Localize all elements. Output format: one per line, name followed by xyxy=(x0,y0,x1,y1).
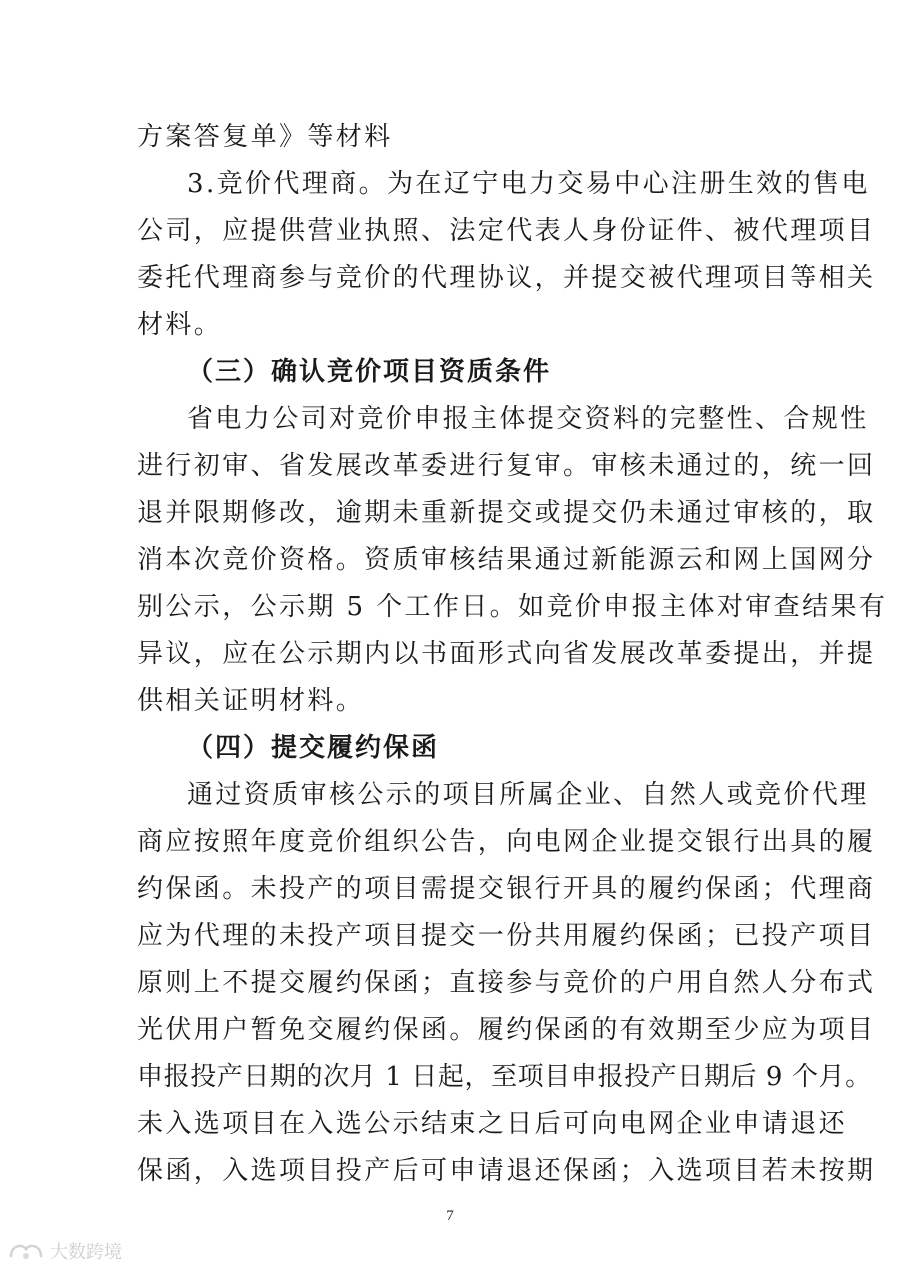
section-heading: （四）提交履约保函 xyxy=(187,733,440,763)
text-line: 供相关证明材料。 xyxy=(137,686,365,716)
text-line: 未入选项目在入选公示结束之日后可向电网企业申请退还 xyxy=(137,1109,848,1139)
watermark xyxy=(8,1238,122,1264)
text-line: 应为代理的未投产项目提交一份共用履约保函；已投产项目 xyxy=(137,921,876,951)
text-line: 申报投产日期的次月 1 日起，至项目申报投产日期后 9 个月。 xyxy=(137,1062,872,1092)
text-line: 方案答复单》等材料 xyxy=(137,122,393,152)
text-line: 光伏用户暂免交履约保函。履约保函的有效期至少应为项目 xyxy=(137,1015,876,1045)
text-line: 公司，应提供营业执照、法定代表人身份证件、被代理项目 xyxy=(137,216,876,246)
brand-logo-icon xyxy=(8,1240,44,1262)
text-line: 省电力公司对竞价申报主体提交资料的完整性、合规性 xyxy=(187,404,869,434)
section-heading: （三）确认竞价项目资质条件 xyxy=(187,357,552,387)
text-line: 保函，入选项目投产后可申请退还保函；入选项目若未按期 xyxy=(137,1156,876,1186)
text-line: 消本次竞价资格。资质审核结果通过新能源云和网上国网分 xyxy=(137,545,876,575)
text-line: 退并限期修改，逾期未重新提交或提交仍未通过审核的，取 xyxy=(137,498,876,528)
text-line: 材料。 xyxy=(137,310,223,340)
text-line: 异议，应在公示期内以书面形式向省发展改革委提出，并提 xyxy=(137,639,876,669)
page-number: 7 xyxy=(446,1208,454,1224)
watermark-text: 大数跨境 xyxy=(50,1242,122,1263)
text-line: 委托代理商参与竞价的代理协议，并提交被代理项目等相关 xyxy=(137,263,876,293)
text-line: 别公示，公示期 5 个工作日。如竞价申报主体对审查结果有 xyxy=(137,592,888,622)
text-line: 3.竞价代理商。为在辽宁电力交易中心注册生效的售电 xyxy=(187,169,870,199)
text-line: 商应按照年度竞价组织公告，向电网企业提交银行出具的履 xyxy=(137,827,876,857)
text-line: 原则上不提交履约保函；直接参与竞价的户用自然人分布式 xyxy=(137,968,876,998)
text-line: 通过资质审核公示的项目所属企业、自然人或竞价代理 xyxy=(187,780,869,810)
text-line: 进行初审、省发展改革委进行复审。审核未通过的，统一回 xyxy=(137,451,876,481)
text-line: 约保函。未投产的项目需提交银行开具的履约保函；代理商 xyxy=(137,874,876,904)
